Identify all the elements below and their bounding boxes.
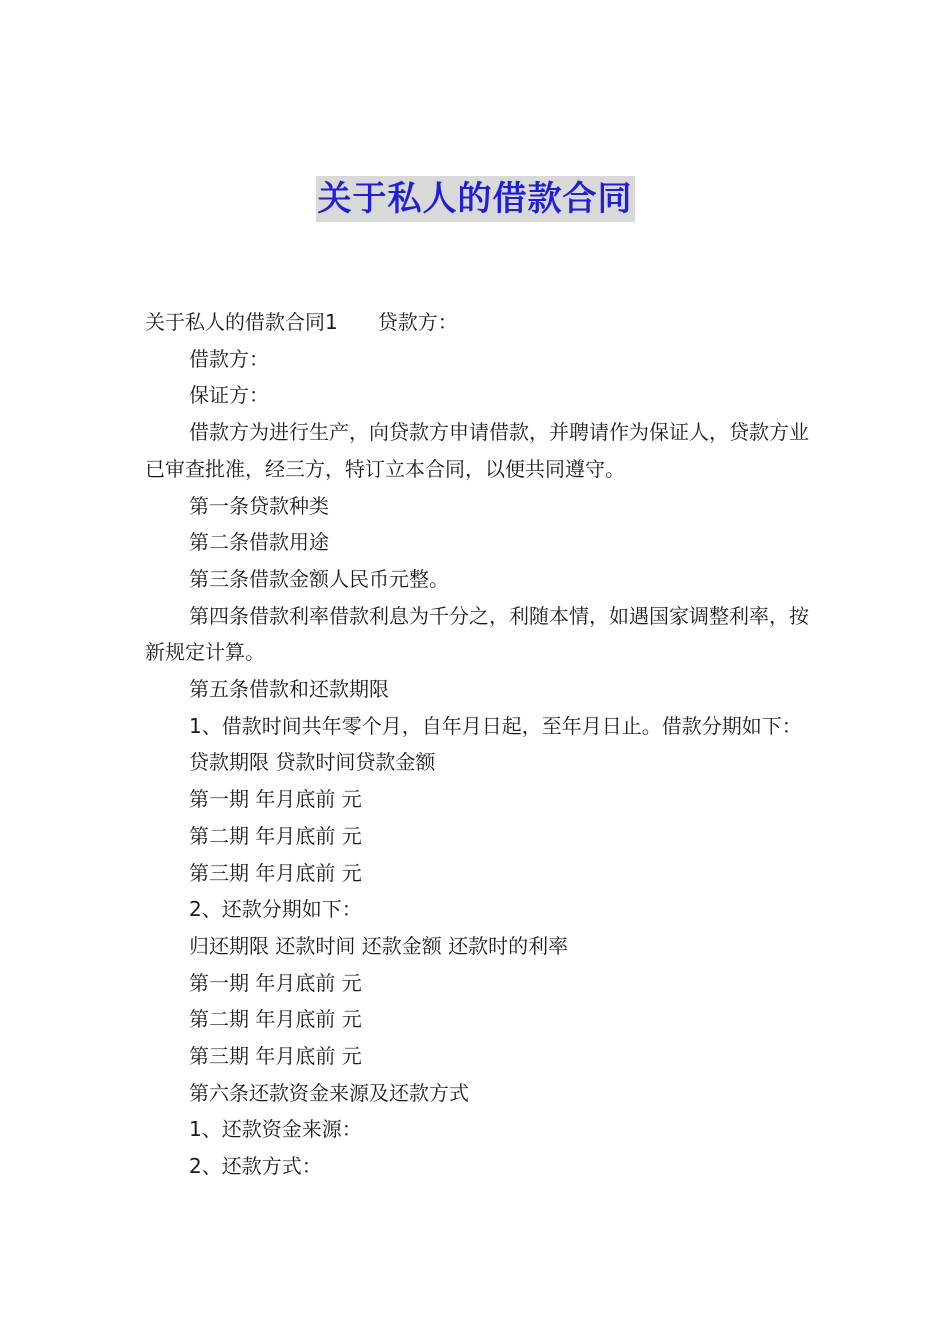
paragraph: 第一条贷款种类: [189, 493, 329, 518]
paragraph: 第一期 年月底前 元: [189, 970, 362, 995]
paragraph: 借款方为进行生产，向贷款方申请借款，并聘请作为保证人，贷款方业已审查批准，经三方，特订立本合同，以便共同遵守。: [145, 420, 809, 481]
paragraph: 1、还款资金来源：: [189, 1117, 362, 1142]
paragraph: 贷款期限 贷款时间贷款金额: [189, 750, 436, 775]
document-body: [145, 304, 810, 1185]
paragraph: 归还期限 还款时间 还款金额 还款时的利率: [189, 933, 569, 958]
first-line-heading: 关于私人的借款合同1: [145, 310, 338, 334]
paragraph: 第二条借款用途: [189, 530, 329, 555]
first-line-lender-label: 贷款方：: [377, 310, 458, 334]
paragraph: 第二期 年月底前 元: [189, 1007, 362, 1032]
paragraph: 第四条借款利率借款利息为千分之，利随本情，如遇国家调整利率，按新规定计算。: [145, 603, 809, 665]
paragraph: 2、还款分期如下：: [189, 897, 362, 922]
paragraph: 第三条借款金额人民币元整。: [189, 566, 449, 591]
paragraph: 第一期 年月底前 元: [189, 787, 362, 812]
paragraph: 借款方：: [189, 346, 269, 371]
paragraph: 第三期 年月底前 元: [189, 860, 362, 885]
paragraph: 第二期 年月底前 元: [189, 823, 362, 848]
first-line: [145, 304, 810, 341]
paragraph: 第六条还款资金来源及还款方式: [189, 1080, 469, 1105]
paragraph: 1、借款时间共年零个月，自年月日起，至年月日止。借款分期如下：: [189, 713, 802, 738]
paragraph: 第三期 年月底前 元: [189, 1044, 362, 1069]
paragraph: 保证方：: [189, 383, 269, 408]
document-title: 关于私人的借款合同: [316, 176, 635, 222]
paragraph: 2、还款方式：: [189, 1154, 322, 1179]
paragraph: 第五条借款和还款期限: [189, 677, 389, 702]
title-container: [0, 176, 950, 222]
